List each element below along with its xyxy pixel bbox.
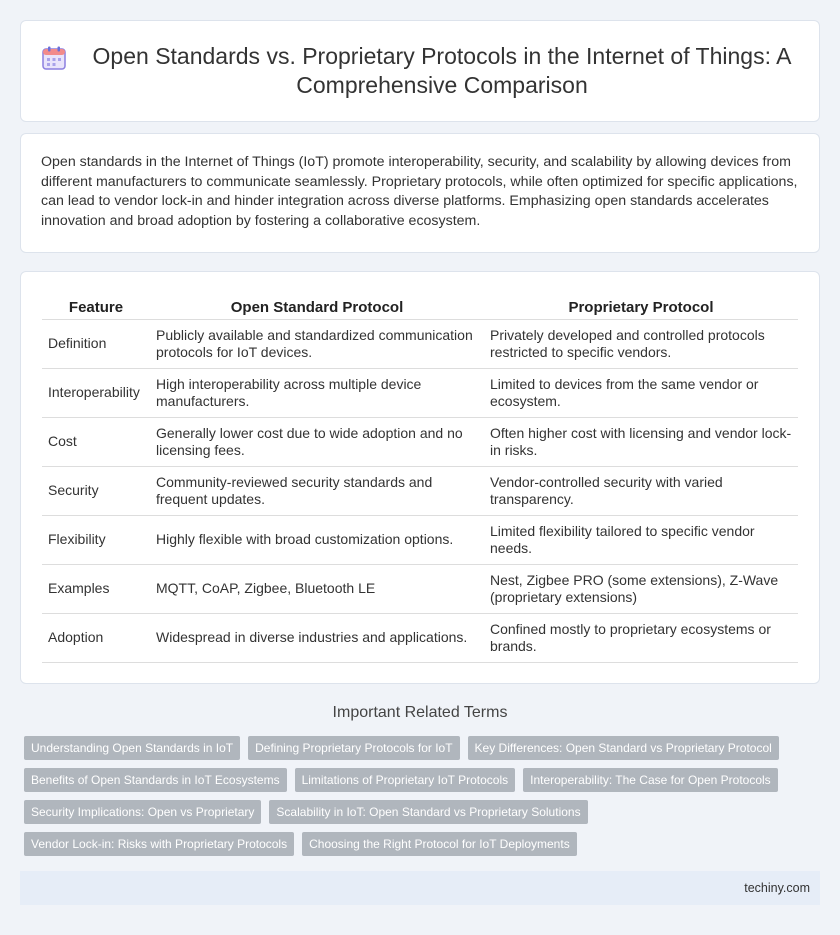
feature-cell: Cost bbox=[42, 417, 150, 466]
related-terms-list bbox=[24, 736, 814, 856]
feature-cell: Flexibility bbox=[42, 515, 150, 564]
feature-cell: Examples bbox=[42, 564, 150, 613]
table-row bbox=[42, 368, 798, 417]
footer bbox=[20, 871, 820, 905]
open-standard-cell: MQTT, CoAP, Zigbee, Bluetooth LE bbox=[150, 564, 484, 613]
open-standard-cell: Community-reviewed security standards and frequent updates. bbox=[150, 466, 484, 515]
header-feature: Feature bbox=[42, 297, 150, 319]
header-open-standard: Open Standard Protocol bbox=[150, 297, 484, 319]
related-term-tag[interactable]: Limitations of Proprietary IoT Protocols bbox=[295, 768, 516, 792]
intro-paragraph: Open standards in the Internet of Things (IoT) promote interoperability, security, and scalability by allowing devices from different manufacturers to communicate seamlessly. Proprietary protocols, while often optimized for specific applications, can lead to vendor lock-in and hinder integration across diverse platforms. Emphasizing open standards accelerates innovation and broad adoption by fostering a collaborative ecosystem. bbox=[41, 154, 798, 229]
table-row bbox=[42, 466, 798, 515]
intro-card bbox=[20, 133, 820, 253]
proprietary-cell: Vendor-controlled security with varied transparency. bbox=[484, 466, 798, 515]
related-term-tag[interactable]: Defining Proprietary Protocols for IoT bbox=[248, 736, 459, 760]
related-term-tag[interactable]: Key Differences: Open Standard vs Proprietary Protocol bbox=[468, 736, 779, 760]
feature-cell: Definition bbox=[42, 319, 150, 368]
table-row bbox=[42, 613, 798, 662]
footer-site-link[interactable]: techiny.com bbox=[744, 881, 810, 895]
table-header-row bbox=[42, 297, 798, 319]
comparison-table bbox=[42, 297, 798, 663]
feature-cell: Interoperability bbox=[42, 368, 150, 417]
proprietary-cell: Privately developed and controlled protocols restricted to specific vendors. bbox=[484, 319, 798, 368]
page-title: Open Standards vs. Proprietary Protocols in the Internet of Things: A Comprehensive Comparison bbox=[92, 43, 792, 98]
open-standard-cell: Widespread in diverse industries and applications. bbox=[150, 613, 484, 662]
proprietary-cell: Limited flexibility tailored to specific vendor needs. bbox=[484, 515, 798, 564]
related-term-tag[interactable]: Interoperability: The Case for Open Protocols bbox=[523, 768, 778, 792]
proprietary-cell: Nest, Zigbee PRO (some extensions), Z-Wave (proprietary extensions) bbox=[484, 564, 798, 613]
open-standard-cell: Publicly available and standardized communication protocols for IoT devices. bbox=[150, 319, 484, 368]
header-card bbox=[20, 20, 820, 122]
related-term-tag[interactable]: Vendor Lock-in: Risks with Proprietary Protocols bbox=[24, 832, 294, 856]
related-term-tag[interactable]: Security Implications: Open vs Proprietary bbox=[24, 800, 261, 824]
related-term-tag[interactable]: Scalability in IoT: Open Standard vs Proprietary Solutions bbox=[269, 800, 587, 824]
related-term-tag[interactable]: Benefits of Open Standards in IoT Ecosystems bbox=[24, 768, 287, 792]
calendar-icon bbox=[41, 45, 67, 71]
feature-cell: Security bbox=[42, 466, 150, 515]
header-proprietary: Proprietary Protocol bbox=[484, 297, 798, 319]
proprietary-cell: Limited to devices from the same vendor or ecosystem. bbox=[484, 368, 798, 417]
open-standard-cell: Generally lower cost due to wide adoption and no licensing fees. bbox=[150, 417, 484, 466]
comparison-table-card bbox=[20, 271, 820, 684]
feature-cell: Adoption bbox=[42, 613, 150, 662]
open-standard-cell: High interoperability across multiple device manufacturers. bbox=[150, 368, 484, 417]
related-terms-heading: Important Related Terms bbox=[332, 704, 508, 721]
related-term-tag[interactable]: Choosing the Right Protocol for IoT Deployments bbox=[302, 832, 577, 856]
related-term-tag[interactable]: Understanding Open Standards in IoT bbox=[24, 736, 240, 760]
table-row bbox=[42, 564, 798, 613]
proprietary-cell: Confined mostly to proprietary ecosystems or brands. bbox=[484, 613, 798, 662]
table-row bbox=[42, 417, 798, 466]
table-row bbox=[42, 515, 798, 564]
proprietary-cell: Often higher cost with licensing and vendor lock-in risks. bbox=[484, 417, 798, 466]
open-standard-cell: Highly flexible with broad customization options. bbox=[150, 515, 484, 564]
table-row bbox=[42, 319, 798, 368]
